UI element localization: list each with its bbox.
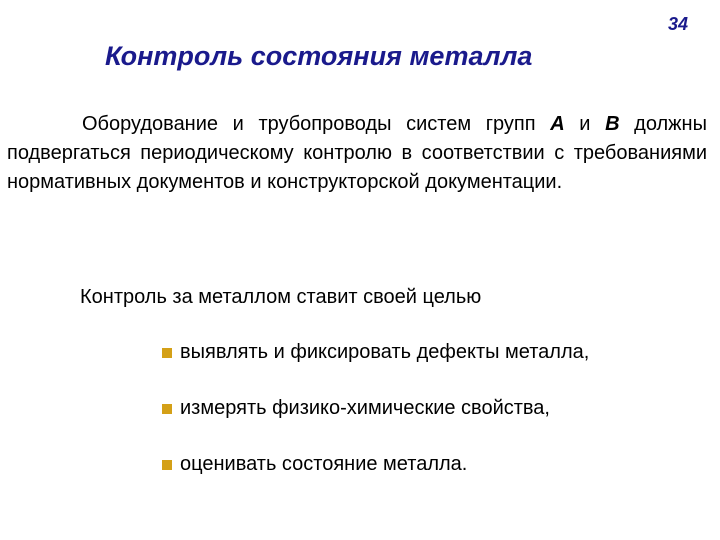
list-item: [162, 450, 589, 479]
square-bullet-icon: [162, 348, 172, 358]
list-item-text: выявлять и фиксировать дефекты металла,: [180, 341, 590, 363]
group-a-label: А: [550, 113, 565, 135]
square-bullet-icon: [162, 460, 172, 470]
list-item-text: измерять физико-химические свойства,: [180, 397, 550, 419]
paragraph-text-end: должны подвергаться периодическому контролю в соответствии с требованиями нормативных документов и конструкторской документации.: [7, 113, 707, 193]
paragraph-conjunction: и: [564, 113, 606, 135]
page-number: 34: [668, 14, 689, 34]
list-item-text: оценивать состояние металла.: [180, 453, 468, 475]
paragraph-text-start: Оборудование и трубопроводы систем групп: [82, 113, 551, 135]
goals-list: [162, 338, 589, 479]
requirements-paragraph: [7, 110, 707, 197]
goals-intro: Контроль за металлом ставит своей целью: [80, 286, 482, 308]
square-bullet-icon: [162, 404, 172, 414]
list-item: [162, 394, 589, 423]
group-b-label: В: [605, 113, 620, 135]
list-item: [162, 338, 589, 367]
slide-title: Контроль состояния металла: [105, 41, 533, 71]
